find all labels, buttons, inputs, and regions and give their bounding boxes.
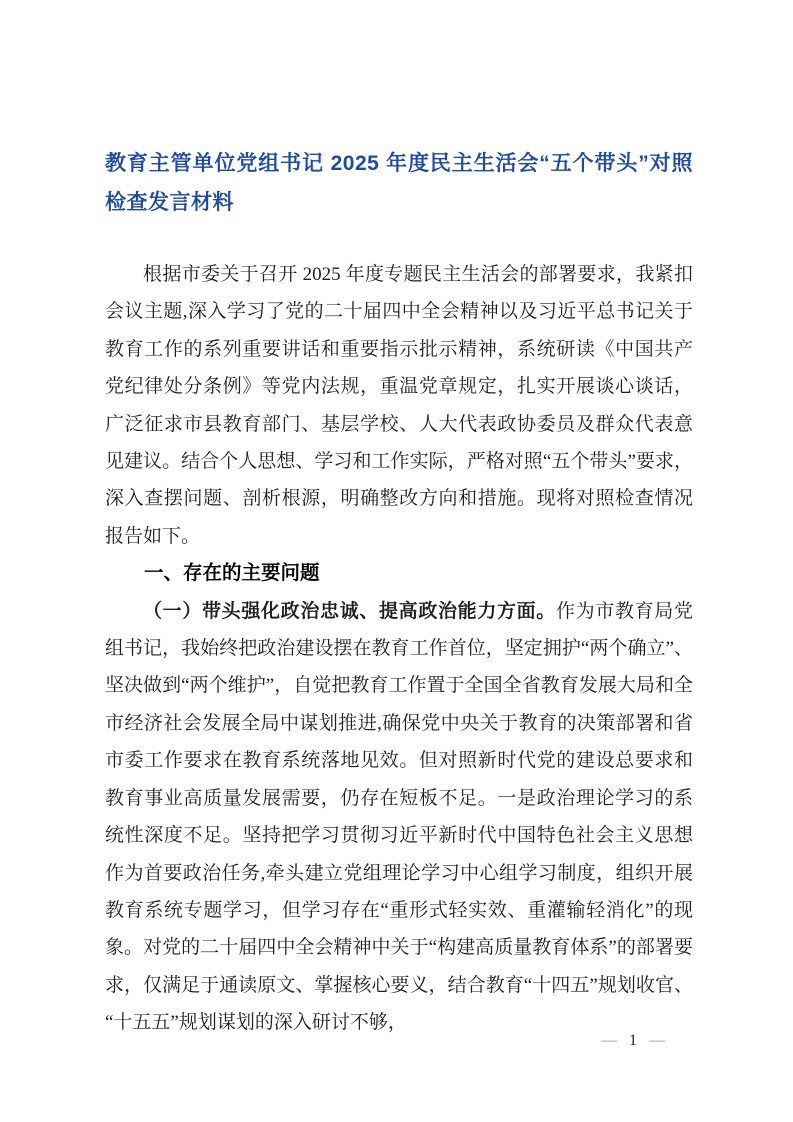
page-number-dash-right: — bbox=[649, 1032, 665, 1049]
page-number-dash-left: — bbox=[601, 1032, 617, 1049]
page-number bbox=[601, 1031, 665, 1051]
page-number-value: 1 bbox=[629, 1032, 637, 1049]
document-title: 教育主管单位党组书记 2025 年度民主生活会“五个带头”对照检查发言材料 bbox=[105, 152, 693, 214]
paragraph-sub1-lead: （一）带头强化政治忠诚、提高政治能力方面。 bbox=[143, 600, 556, 622]
paragraph-intro: 根据市委关于召开 2025 年度专题民主生活会的部署要求，我紧扣会议主题,深入学习了党的二十届四中全会精神以及习近平总书记关于教育工作的系列重要讲话和重要指示批示精神，系统研读《中国共产党纪律处分条例》等党内法规，重温党章规定，扎实开展谈心谈话，广泛征求市县教育部门、基层学校、人大代表政协委员及群众代表意见建议。结合个人思想、学习和工作实际，严格对照“五个带头”要求，深入查摆问题、剖析根源，明确整改方向和措施。现将对照检查情况报告如下。 bbox=[105, 264, 693, 547]
section-heading-1: 一、存在的主要问题 bbox=[144, 562, 320, 585]
paragraph-section1-sub1 bbox=[105, 593, 693, 1042]
paragraph-sub1-text: 作为市教育局党组书记，我始终把政治建设摆在教育工作首位，坚定拥护“两个确立”、坚决做到“两个维护”，自觉把教育工作置于全国全省教育发展大局和全市经济社会发展全局中谋划推进,确保党中央关于教育的决策部署和省市委工作要求在教育系统落地见效。但对照新时代党的建设总要求和教育事业高质量发展需要，仍存在短板不足。一是政治理论学习的系统性深度不足。坚持把学习贯彻习近平新时代中国特色社会主义思想作为首要政治任务,牵头建立党组理论学习中心组学习制度，组织开展教育系统专题学习，但学习存在“重形式轻实效、重灌输轻消化”的现象。对党的二十届四中全会精神中关于“构建高质量教育体系”的部署要求，仅满足于通读原文、掌握核心要义，结合教育“十四五”规划收官、“十五五”规划谋划的深入研讨不够， bbox=[105, 600, 693, 1034]
document-body bbox=[105, 256, 693, 1042]
